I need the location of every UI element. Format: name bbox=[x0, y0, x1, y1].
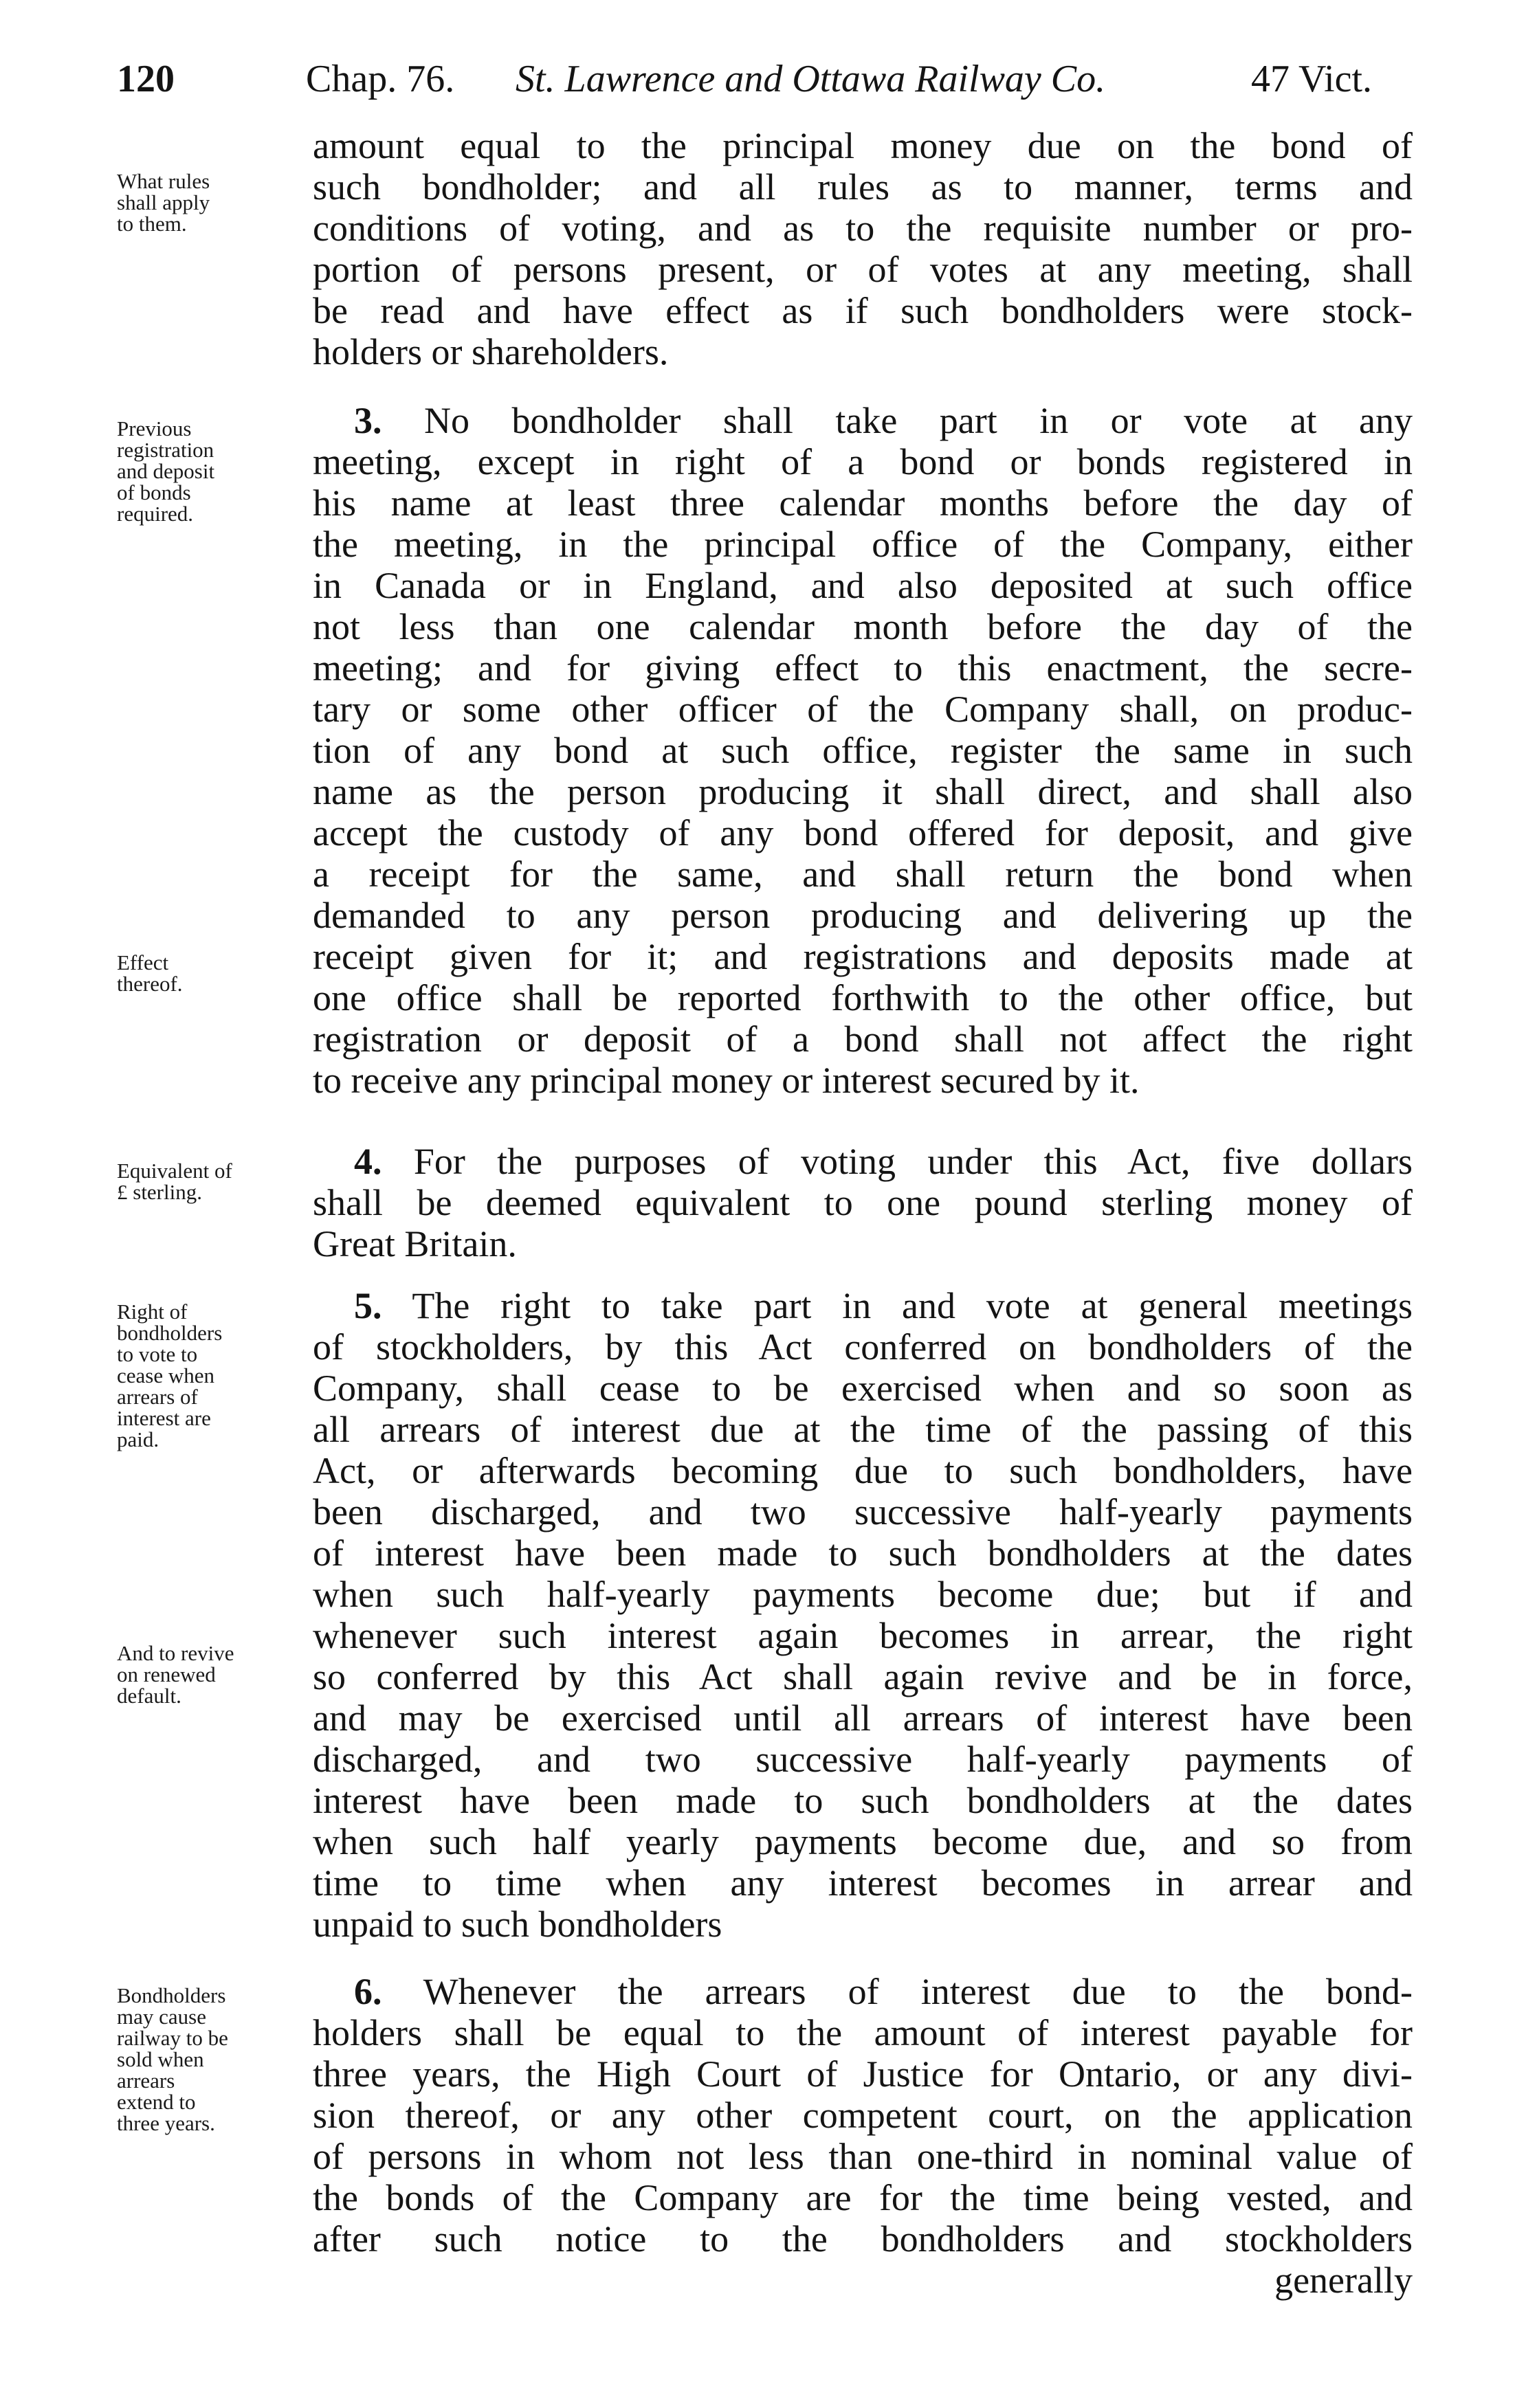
section-number: 6. bbox=[354, 1971, 382, 2012]
margin-note-what-rules: What rules shall apply to them. bbox=[117, 169, 210, 236]
regnal-year: 47 Vict. bbox=[1251, 58, 1373, 100]
section-6: 6. Whenever the arrears of interest due to the bond- holders shall be equal to the amount of interest payable for three years, the High Court of Justice for Ontario, or any divi- sion thereof, or any other competent court, on the application of persons in whom not less than one-third in nominal value of the bonds of the Company are for the time being vested, and after such notice to the bondholders and stockholders generally bbox=[313, 1971, 1413, 2301]
section-number: 5. bbox=[354, 1285, 382, 1326]
margin-note-bondholders-may-cause-sale: Bondholders may cause railway to be sold when arrears extend to three years. bbox=[117, 1983, 228, 2135]
page-number: 120 bbox=[117, 58, 175, 100]
running-header bbox=[117, 48, 1430, 110]
margin-note-previous-registration: Previous registration and deposit of bonds required. bbox=[117, 416, 215, 526]
section-continuation: amount equal to the principal money due on the bond of such bondholder; and all rules as to manner, terms and conditions of voting, and as to the requisite number or pro- portion of persons present, or of votes at any meeting, shall be read and have effect as if such bondholders were stock- holders or shareholders. bbox=[313, 125, 1413, 372]
section-number: 3. bbox=[354, 400, 382, 441]
margin-note-effect: Effect thereof. bbox=[117, 950, 183, 996]
section-number: 4. bbox=[354, 1141, 382, 1182]
chapter-label: Chap. 76. bbox=[306, 58, 455, 100]
margin-note-revive: And to revive on renewed default. bbox=[117, 1641, 234, 1708]
act-title: St. Lawrence and Ottawa Railway Co. bbox=[516, 58, 1106, 100]
catchword: generally bbox=[1274, 2260, 1413, 2301]
section-5: 5. The right to take part in and vote at general meetings of stockholders, by this Act conferred on bondholders of the Company, shall cease to be exercised when and so soon as all arrears of interest due at the time of the passing of this Act, or afterwards becoming due to such bondholders, have been discharged, and two successive half-yearly payments of interest have been made to such bondholders at the dates when such half-yearly payments become due; but if and whenever such interest again becomes in arrear, the right so conferred by this Act shall again revive and be in force, and may be exercised until all arrears of interest have been discharged, and two successive half-yearly payments of interest have been made to such bondholders at the dates when such half yearly payments become due, and so from time to time when any interest becomes in arrear and unpaid to such bondholders bbox=[313, 1285, 1413, 1945]
section-3: 3. No bondholder shall take part in or vote at any meeting, except in right of a bond or bonds registered in his name at least three calendar months before the day of the meeting, in the principal office of the Company, either in Canada or in England, and also deposited at such office not less than one calendar month before the day of the meeting; and for giving effect to this enactment, the secre- tary or some other officer of the Company shall, on produc- tion of any bond at such office, register the same in such name as the person producing it shall direct, and shall also accept the custody of any bond offered for deposit, and give a receipt for the same, and shall return the bond when demanded to any person producing and delivering up the receipt given for it; and registrations and deposits made at one office shall be reported forthwith to the other office, but registration or deposit of a bond shall not affect the right to receive any principal money or interest secured by it. bbox=[313, 400, 1413, 1101]
margin-note-right-of-bondholders: Right of bondholders to vote to cease when arrears of interest are paid. bbox=[117, 1300, 223, 1451]
margin-note-equivalent: Equivalent of £ sterling. bbox=[117, 1159, 232, 1204]
section-4: 4. For the purposes of voting under this Act, five dollars shall be deemed equivalent to one pound sterling money of Great Britain. bbox=[313, 1141, 1413, 1264]
